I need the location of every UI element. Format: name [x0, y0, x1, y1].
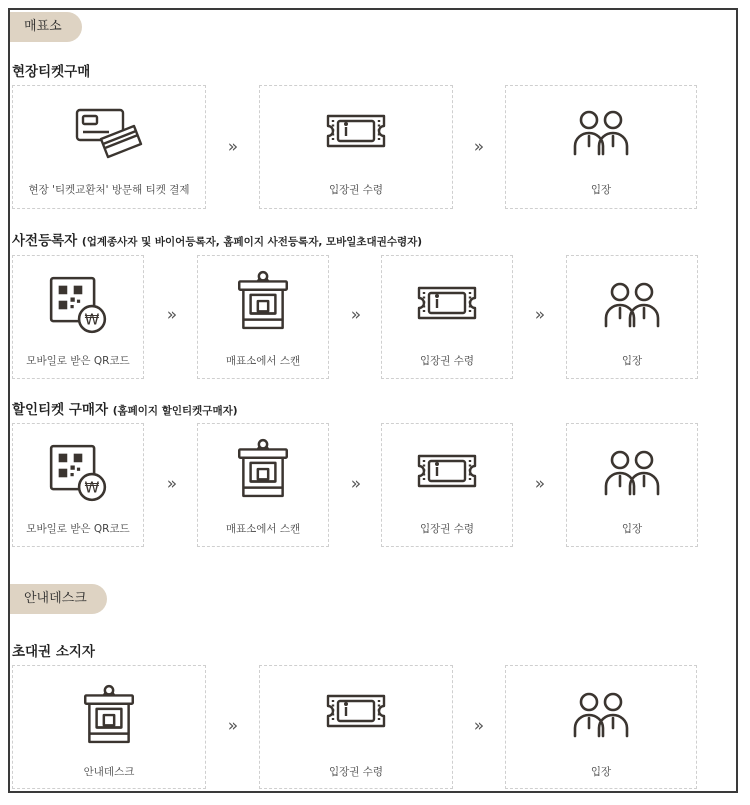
prereg-step-qr [12, 255, 144, 379]
arrow-icon: » [227, 137, 239, 157]
arrow-icon: » [166, 305, 178, 325]
onsite-step-ticket [259, 85, 453, 209]
step-label: 입장권 수령 [419, 523, 475, 535]
arrow-icon: » [534, 305, 546, 325]
onsite-step-card [12, 85, 206, 209]
kiosk-booth-icon [237, 268, 289, 330]
people-icon [604, 282, 660, 328]
discount-title: 할인티켓 구매자 [12, 402, 108, 418]
step-label: 모바일로 받은 QR코드 [26, 523, 130, 535]
discount-step-ticket [381, 423, 513, 547]
preregistered-heading [12, 229, 422, 249]
prereg-step-ticket [381, 255, 513, 379]
step-label: 입장권 수령 [419, 355, 475, 367]
step-label: 입장 [590, 184, 612, 196]
kiosk-booth-icon [83, 682, 135, 744]
discount-step-booth [197, 423, 329, 547]
kiosk-booth-icon [237, 436, 289, 498]
ticket-icon [417, 452, 477, 490]
ticket-icon [326, 692, 386, 730]
step-label: 입장 [621, 523, 643, 535]
invitation-step-ticket [259, 665, 453, 789]
section-tag-info-desk: 안내데스크 [10, 584, 107, 614]
preregistered-title: 사전등록자 [12, 233, 78, 249]
prereg-step-enter [566, 255, 698, 379]
arrow-icon: » [350, 305, 362, 325]
arrow-icon: » [166, 474, 178, 494]
discount-step-enter [566, 423, 698, 547]
invitation-step-desk [12, 665, 206, 789]
credit-card-icon [74, 108, 144, 160]
people-icon [573, 692, 629, 738]
discount-heading [12, 398, 238, 418]
onsite-step-enter [505, 85, 697, 209]
arrow-icon: » [473, 716, 485, 736]
arrow-icon: » [473, 137, 485, 157]
qr-code-icon [49, 444, 107, 502]
step-label: 현장 '티켓교환처' 방문해 티켓 결제 [28, 184, 190, 196]
step-label: 입장권 수령 [328, 184, 384, 196]
invitation-heading: 초대권 소지자 [12, 644, 95, 660]
ticket-icon [417, 284, 477, 322]
step-label: 모바일로 받은 QR코드 [26, 355, 130, 367]
qr-code-icon [49, 276, 107, 334]
section-tag-ticket-office: 매표소 [10, 12, 82, 42]
step-label: 입장 [621, 355, 643, 367]
step-label: 안내데스크 [83, 766, 135, 778]
step-label: 입장권 수령 [328, 766, 384, 778]
step-label: 매표소에서 스캔 [225, 523, 301, 535]
discount-step-qr [12, 423, 144, 547]
people-icon [604, 450, 660, 496]
arrow-icon: » [534, 474, 546, 494]
onsite-heading: 현장티켓구매 [12, 64, 91, 80]
people-icon [573, 110, 629, 156]
arrow-icon: » [227, 716, 239, 736]
discount-note: (홈페이지 할인티켓구매자) [112, 405, 238, 417]
invitation-step-enter [505, 665, 697, 789]
step-label: 매표소에서 스캔 [225, 355, 301, 367]
arrow-icon: » [350, 474, 362, 494]
step-label: 입장 [590, 766, 612, 778]
ticket-icon [326, 112, 386, 150]
prereg-step-booth [197, 255, 329, 379]
preregistered-note: (업계종사자 및 바이어등록자, 홈페이지 사전등록자, 모바일초대권수령자) [81, 236, 423, 248]
